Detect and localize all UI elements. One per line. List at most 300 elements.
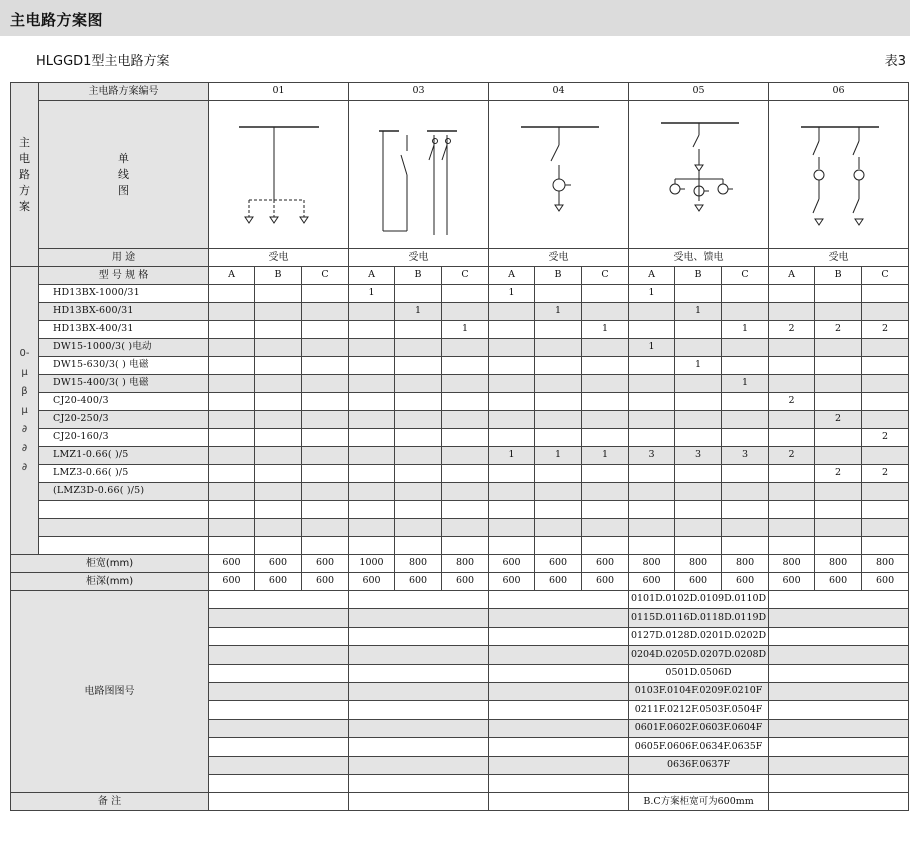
purpose-04: 受电: [489, 249, 629, 267]
component-quantity: [255, 519, 302, 537]
cabinet-depth-value: 600: [489, 573, 535, 591]
component-quantity: [769, 375, 815, 393]
component-row: [11, 339, 909, 357]
drawing-number-label: 电路图图号: [11, 591, 209, 793]
component-quantity: [395, 321, 442, 339]
drawing-number: 0501D.0506D: [629, 664, 769, 682]
component-quantity: [489, 429, 535, 447]
component-quantity: [815, 429, 862, 447]
component-quantity: [489, 321, 535, 339]
component-quantity: [255, 465, 302, 483]
component-quantity: [349, 501, 395, 519]
drawing-number-cell: [489, 719, 629, 737]
component-quantity: [489, 375, 535, 393]
component-quantity: [582, 519, 629, 537]
component-quantity: [722, 501, 769, 519]
cabinet-depth-value: 600: [582, 573, 629, 591]
component-quantity: [862, 285, 909, 303]
drawing-number-cell: [209, 719, 349, 737]
cabinet-width-value: 800: [722, 555, 769, 573]
drawing-number-row: [11, 591, 909, 609]
drawing-number-cell: [769, 719, 909, 737]
component-quantity: [815, 339, 862, 357]
component-quantity: [629, 321, 675, 339]
component-quantity: [675, 375, 722, 393]
component-name: DW15-1000/3( )电动: [39, 339, 209, 357]
component-quantity: [395, 393, 442, 411]
component-quantity: [442, 519, 489, 537]
component-quantity: [582, 465, 629, 483]
component-quantity: [535, 429, 582, 447]
cabinet-width-value: 600: [209, 555, 255, 573]
component-quantity: [769, 303, 815, 321]
drawing-number-cell: [349, 701, 489, 719]
drawing-number-cell: [349, 609, 489, 627]
component-name: HD13BX-1000/31: [39, 285, 209, 303]
title-banner: [0, 0, 910, 36]
sub-column-header: B: [255, 267, 302, 285]
component-quantity: [862, 519, 909, 537]
component-quantity: 3: [675, 447, 722, 465]
component-quantity: [629, 411, 675, 429]
cabinet-width-label: 柜宽(mm): [11, 555, 209, 573]
cabinet-depth-value: 600: [255, 573, 302, 591]
component-quantity: [489, 339, 535, 357]
component-quantity: [209, 429, 255, 447]
component-quantity: [722, 519, 769, 537]
component-quantity: [862, 447, 909, 465]
component-quantity: [302, 285, 349, 303]
component-quantity: [862, 483, 909, 501]
drawing-number-cell: [209, 774, 349, 792]
drawing-number-cell: [349, 627, 489, 645]
component-quantity: [255, 429, 302, 447]
component-quantity: [489, 519, 535, 537]
sub-column-header: C: [442, 267, 489, 285]
drawing-number-cell: [489, 591, 629, 609]
scheme-03: 03: [349, 83, 489, 101]
component-quantity: 1: [722, 375, 769, 393]
drawing-number-cell: [489, 646, 629, 664]
remarks-row: [11, 793, 909, 811]
component-quantity: [302, 357, 349, 375]
component-quantity: [862, 357, 909, 375]
component-quantity: [209, 447, 255, 465]
purpose-06: 受电: [769, 249, 909, 267]
component-quantity: [302, 393, 349, 411]
component-quantity: [862, 303, 909, 321]
component-quantity: [675, 321, 722, 339]
single-line-diagram-01: [209, 105, 349, 245]
component-quantity: [629, 303, 675, 321]
component-quantity: [582, 339, 629, 357]
component-quantity: [395, 519, 442, 537]
component-quantity: [442, 303, 489, 321]
component-quantity: [395, 537, 442, 555]
component-name: [39, 537, 209, 555]
component-quantity: [815, 375, 862, 393]
component-quantity: [862, 339, 909, 357]
component-quantity: [302, 483, 349, 501]
component-name: CJ20-250/3: [39, 411, 209, 429]
component-quantity: [489, 411, 535, 429]
component-quantity: [862, 411, 909, 429]
component-quantity: [349, 357, 395, 375]
diagram-06: [769, 101, 909, 249]
component-quantity: [535, 393, 582, 411]
component-row: [11, 483, 909, 501]
component-quantity: 1: [535, 447, 582, 465]
remarks-cell: [209, 793, 349, 811]
drawing-number-cell: [769, 591, 909, 609]
component-quantity: [722, 411, 769, 429]
cabinet-depth-value: 600: [769, 573, 815, 591]
component-quantity: 2: [862, 321, 909, 339]
drawing-number: 0127D.0128D.0201D.0202D: [629, 627, 769, 645]
drawing-number-cell: [769, 701, 909, 719]
component-quantity: 2: [815, 411, 862, 429]
sub-column-header: B: [815, 267, 862, 285]
drawing-number-cell: [489, 774, 629, 792]
component-quantity: [395, 375, 442, 393]
component-quantity: [815, 357, 862, 375]
component-quantity: [349, 321, 395, 339]
drawing-number-cell: [489, 682, 629, 700]
component-quantity: [769, 429, 815, 447]
component-quantity: [302, 447, 349, 465]
sub-column-header: A: [209, 267, 255, 285]
component-quantity: [255, 303, 302, 321]
drawing-number-cell: [209, 682, 349, 700]
component-quantity: 1: [675, 303, 722, 321]
cabinet-depth-row: [11, 573, 909, 591]
component-name: HD13BX-600/31: [39, 303, 209, 321]
sub-column-header: A: [769, 267, 815, 285]
component-quantity: 1: [395, 303, 442, 321]
component-quantity: [349, 465, 395, 483]
cabinet-depth-value: 600: [442, 573, 489, 591]
drawing-number: 0103F.0104F.0209F.0210F: [629, 682, 769, 700]
component-quantity: [395, 501, 442, 519]
component-quantity: 3: [722, 447, 769, 465]
component-quantity: [815, 393, 862, 411]
component-quantity: [769, 501, 815, 519]
component-quantity: [442, 411, 489, 429]
component-quantity: [489, 357, 535, 375]
component-row: [11, 285, 909, 303]
component-quantity: [489, 483, 535, 501]
component-quantity: [442, 339, 489, 357]
component-quantity: [862, 375, 909, 393]
component-quantity: [209, 411, 255, 429]
purpose-label: 用 途: [39, 249, 209, 267]
component-quantity: 1: [722, 321, 769, 339]
component-quantity: [582, 375, 629, 393]
component-quantity: [209, 339, 255, 357]
component-name: LMZ3-0.66( )/5: [39, 465, 209, 483]
diagram-03: [349, 101, 489, 249]
component-quantity: [722, 465, 769, 483]
cabinet-depth-value: 600: [535, 573, 582, 591]
component-row: [11, 519, 909, 537]
component-quantity: [815, 537, 862, 555]
cabinet-depth-value: 600: [629, 573, 675, 591]
component-quantity: [722, 357, 769, 375]
component-quantity: [629, 429, 675, 447]
component-quantity: [489, 537, 535, 555]
component-quantity: [302, 429, 349, 447]
model-spec-label: 型 号 规 格: [39, 267, 209, 285]
main-circuit-table: [10, 82, 909, 811]
remarks-cell: [349, 793, 489, 811]
drawing-number-cell: [769, 738, 909, 756]
component-row: [11, 537, 909, 555]
drawing-number: 0204D.0205D.0207D.0208D: [629, 646, 769, 664]
component-quantity: [675, 519, 722, 537]
drawing-number-cell: [489, 627, 629, 645]
scheme-04: 04: [489, 83, 629, 101]
component-quantity: 2: [862, 429, 909, 447]
drawing-number: 0605F.0606F.0634F.0635F: [629, 738, 769, 756]
component-quantity: [349, 411, 395, 429]
component-quantity: [395, 465, 442, 483]
purpose-row: [11, 249, 909, 267]
component-quantity: [442, 375, 489, 393]
component-quantity: [535, 321, 582, 339]
drawing-number-cell: [349, 646, 489, 664]
cabinet-width-value: 800: [769, 555, 815, 573]
component-quantity: [535, 537, 582, 555]
drawing-number-cell: [209, 701, 349, 719]
component-quantity: [675, 285, 722, 303]
sub-column-header: B: [675, 267, 722, 285]
sub-column-header: C: [722, 267, 769, 285]
component-quantity: [255, 393, 302, 411]
component-quantity: 2: [769, 393, 815, 411]
component-quantity: [535, 519, 582, 537]
component-quantity: [302, 339, 349, 357]
diagram-01: [209, 101, 349, 249]
component-quantity: [675, 501, 722, 519]
component-quantity: [722, 483, 769, 501]
component-row: [11, 411, 909, 429]
component-quantity: [535, 339, 582, 357]
component-quantity: [675, 483, 722, 501]
drawing-number-cell: [769, 682, 909, 700]
drawing-number-cell: [349, 738, 489, 756]
component-quantity: [582, 285, 629, 303]
component-row: [11, 375, 909, 393]
drawing-number-cell: [769, 609, 909, 627]
component-row: [11, 465, 909, 483]
drawing-number-cell: [489, 738, 629, 756]
sub-column-header: A: [629, 267, 675, 285]
component-quantity: [535, 285, 582, 303]
component-quantity: [209, 519, 255, 537]
component-quantity: [675, 537, 722, 555]
component-quantity: [209, 285, 255, 303]
drawing-number-cell: [209, 591, 349, 609]
component-quantity: [255, 411, 302, 429]
drawing-number-cell: [769, 646, 909, 664]
component-row: [11, 303, 909, 321]
component-quantity: [209, 303, 255, 321]
component-quantity: [629, 483, 675, 501]
component-quantity: [395, 411, 442, 429]
drawing-number-cell: [489, 756, 629, 774]
component-quantity: [302, 501, 349, 519]
drawing-number-cell: [769, 627, 909, 645]
cabinet-depth-value: 600: [209, 573, 255, 591]
drawing-number: 0211F.0212F.0503F.0504F: [629, 701, 769, 719]
cabinet-width-value: 800: [395, 555, 442, 573]
component-quantity: [862, 393, 909, 411]
component-quantity: [302, 519, 349, 537]
drawing-number-cell: [489, 609, 629, 627]
cabinet-width-row: [11, 555, 909, 573]
component-name: (LMZ3D-0.66( )/5): [39, 483, 209, 501]
component-quantity: [302, 465, 349, 483]
component-quantity: [349, 483, 395, 501]
model-spec-row: [11, 267, 909, 285]
component-quantity: [582, 303, 629, 321]
diagram-05: [629, 101, 769, 249]
drawing-number: 0636F.0637F: [629, 756, 769, 774]
component-quantity: [769, 357, 815, 375]
component-quantity: [349, 447, 395, 465]
cabinet-depth-value: 600: [675, 573, 722, 591]
component-quantity: [395, 483, 442, 501]
component-quantity: [442, 393, 489, 411]
table-number: 表3: [884, 54, 906, 69]
component-quantity: [815, 447, 862, 465]
cabinet-depth-value: 600: [722, 573, 769, 591]
component-quantity: [629, 375, 675, 393]
component-quantity: [722, 393, 769, 411]
component-quantity: [349, 303, 395, 321]
component-quantity: [769, 537, 815, 555]
scheme-number-row: [11, 83, 909, 101]
component-quantity: [629, 393, 675, 411]
component-quantity: 1: [489, 285, 535, 303]
cabinet-width-value: 600: [582, 555, 629, 573]
component-quantity: [395, 357, 442, 375]
component-quantity: [815, 303, 862, 321]
component-row: [11, 393, 909, 411]
component-quantity: 1: [582, 447, 629, 465]
component-quantity: [629, 357, 675, 375]
component-quantity: 1: [582, 321, 629, 339]
component-row: [11, 357, 909, 375]
component-quantity: [815, 285, 862, 303]
component-quantity: [349, 519, 395, 537]
cabinet-width-value: 600: [302, 555, 349, 573]
component-quantity: [769, 411, 815, 429]
component-quantity: [582, 501, 629, 519]
component-quantity: [255, 537, 302, 555]
cabinet-width-value: 800: [862, 555, 909, 573]
cabinet-depth-value: 600: [395, 573, 442, 591]
component-quantity: [489, 465, 535, 483]
purpose-05: 受电、馈电: [629, 249, 769, 267]
component-quantity: [209, 375, 255, 393]
component-quantity: [442, 537, 489, 555]
drawing-number-cell: [209, 609, 349, 627]
component-quantity: [862, 537, 909, 555]
component-quantity: [255, 285, 302, 303]
component-quantity: [255, 375, 302, 393]
component-quantity: [489, 303, 535, 321]
cabinet-depth-label: 柜深(mm): [11, 573, 209, 591]
component-quantity: 1: [675, 357, 722, 375]
table-subtitle: HLGGD1型主电路方案: [36, 54, 170, 69]
purpose-01: 受电: [209, 249, 349, 267]
component-quantity: [209, 393, 255, 411]
component-quantity: 1: [629, 339, 675, 357]
drawing-number-cell: [349, 756, 489, 774]
component-quantity: 2: [815, 465, 862, 483]
component-quantity: [302, 375, 349, 393]
drawing-number-cell: [349, 719, 489, 737]
component-row: [11, 501, 909, 519]
component-quantity: [395, 447, 442, 465]
drawing-number-cell: [769, 756, 909, 774]
component-quantity: [209, 321, 255, 339]
drawing-number-cell: [349, 591, 489, 609]
component-name: [39, 501, 209, 519]
page-title: 主电路方案图: [10, 11, 104, 29]
component-quantity: [209, 465, 255, 483]
remarks-cell: [489, 793, 629, 811]
drawing-number-cell: [209, 664, 349, 682]
component-quantity: [675, 339, 722, 357]
component-quantity: [722, 339, 769, 357]
cabinet-depth-value: 600: [302, 573, 349, 591]
component-quantity: 1: [535, 303, 582, 321]
main-circuit-vertical-label: 主 电 路 方 案: [11, 83, 39, 267]
component-quantity: [442, 501, 489, 519]
component-quantity: [722, 537, 769, 555]
component-quantity: 2: [769, 447, 815, 465]
component-quantity: [349, 537, 395, 555]
drawing-number-cell: [489, 664, 629, 682]
component-quantity: [629, 465, 675, 483]
component-quantity: [349, 393, 395, 411]
component-quantity: [769, 483, 815, 501]
component-quantity: [629, 519, 675, 537]
component-name: DW15-630/3( ) 电磁: [39, 357, 209, 375]
component-quantity: [442, 285, 489, 303]
component-quantity: [395, 285, 442, 303]
component-quantity: [395, 429, 442, 447]
sub-column-header: C: [302, 267, 349, 285]
cabinet-depth-value: 600: [815, 573, 862, 591]
component-quantity: [535, 483, 582, 501]
cabinet-width-value: 800: [675, 555, 722, 573]
scheme-number-label: 主电路方案编号: [39, 83, 209, 101]
drawing-number-cell: [209, 646, 349, 664]
cabinet-width-value: 1000: [349, 555, 395, 573]
purpose-03: 受电: [349, 249, 489, 267]
scheme-05: 05: [629, 83, 769, 101]
sub-column-header: A: [349, 267, 395, 285]
cabinet-width-value: 600: [535, 555, 582, 573]
drawing-number-cell: [209, 756, 349, 774]
component-quantity: [442, 447, 489, 465]
equipment-vertical-label: 0- μ β μ ∂ ∂ ∂: [11, 267, 39, 555]
component-quantity: [535, 465, 582, 483]
component-quantity: [722, 285, 769, 303]
